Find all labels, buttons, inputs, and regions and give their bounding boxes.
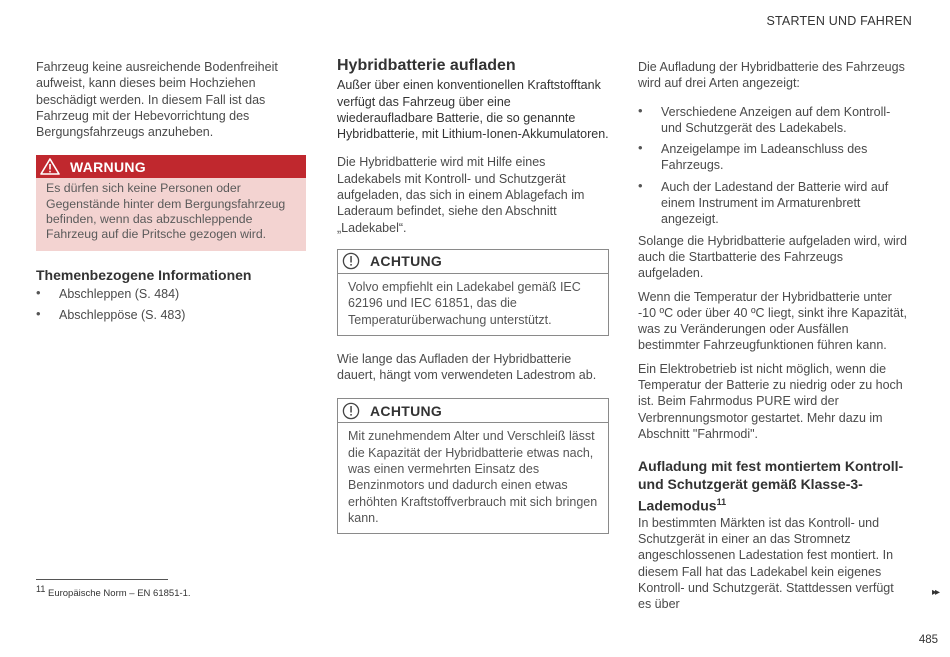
body-paragraph: Wie lange das Aufladen der Hybridbatterie dauert, hängt vom verwendeten Ladestrom ab. (337, 351, 597, 383)
info-circle-icon (342, 402, 360, 420)
warning-title: WARNUNG (70, 158, 146, 175)
list-item: • Auch der Ladestand der Batterie wird auf einem Instrument im Armaturenbrett angezeigt. (638, 179, 910, 228)
note-title: ACHTUNG (370, 402, 443, 419)
body-paragraph: Die Aufladung der Hybridbatterie des Fahrzeugs wird auf drei Arten angezeigt: (638, 60, 905, 91)
related-info-list (36, 286, 306, 324)
section-title: Hybridbatterie aufladen (337, 57, 516, 74)
list-item: • Verschiedene Anzeigen auf dem Kontroll- und Schutzgerät des Ladekabels. (638, 104, 910, 137)
footnote-divider (36, 579, 168, 580)
body-paragraph: In bestimmten Märkten ist das Kontroll- und Schutzgerät in einer an das Stromnetz angeschlossenen Ladestation fest montiert. In diesem Fall hat das Ladekabel kein eigenes Kontroll- und Schutzgerät. Stattdessen verfügt es über (638, 515, 894, 612)
column-left (36, 59, 306, 329)
note-text: Mit zunehmendem Alter und Verschleiß lässt die Kapazität der Hybridbatterie etwas nach, was einen vermehrten Einsatz des Benzinmotors und dadurch einen etwas erhöhten Kraftstoffverbrauch mit sich bringen kann. (348, 429, 598, 525)
note-box (337, 398, 609, 534)
warning-triangle-icon (40, 158, 60, 175)
column-right (638, 59, 910, 620)
body-paragraph: Wenn die Temperatur der Hybridbatterie unter -10 ºC oder über 40 ºC liegt, sinkt ihre Kapazität, was zu Veränderungen oder Ausfällen bestimmter Fahrzeugfunktionen führen kann. (638, 289, 907, 353)
footnote-ref[interactable]: 11 (716, 497, 727, 508)
running-header: STARTEN UND FAHREN (766, 14, 912, 28)
body-paragraph: Fahrzeug keine ausreichende Bodenfreiheit aufweist, kann dieses beim Hochziehen beschädigt werden. In diesem Fall ist das Fahrzeug mit der Hebevorrichtung des Bergungsfahrzeugs anzuheben. (36, 60, 278, 140)
note-header (338, 399, 608, 423)
note-box (337, 249, 609, 336)
related-link-abschleppen[interactable]: • Abschleppen (S. 484) (36, 286, 306, 302)
intro-paragraph: Außer über einen konventionellen Kraftstofftank verfügt das Fahrzeug über eine wiederaufladbare Batterie, die so genannte Hybridbatterie, mit Lithium-Ionen-Akkumulatoren. (337, 78, 609, 142)
info-circle-icon (342, 252, 360, 270)
subheading-text: Aufladung mit fest montiertem Kontroll- und Schutzgerät gemäß Klasse-3-Lademodus (638, 458, 904, 514)
warning-box (36, 155, 306, 250)
warning-text: Es dürfen sich keine Personen oder Gegenstände hinter dem Bergungsfahrzeug befinden, wenn das abzuschleppende Fahrzeug auf die Pritsche gezogen wird. (36, 178, 306, 250)
related-info-heading: Themenbezogene Informationen (36, 266, 252, 283)
column-middle (337, 59, 609, 549)
footnote-text: Europäische Norm – EN 61851-1. (47, 588, 191, 600)
warning-header (36, 155, 306, 178)
note-text: Volvo empfiehlt ein Ladekabel gemäß IEC 62196 und IEC 61851, das die Temperaturüberwachung unterstützt. (348, 279, 581, 327)
related-link-abschleppoese[interactable]: • Abschleppöse (S. 483) (36, 307, 306, 323)
subheading (638, 457, 910, 515)
page-number: 485 (918, 634, 938, 646)
note-header (338, 250, 608, 274)
indicator-list (638, 104, 910, 228)
body-paragraph: Ein Elektrobetrieb ist nicht möglich, wenn die Temperatur der Batterie zu niedrig oder zu hoch ist. Beim Fahrmodus PURE wird der Verbrennungsmotor gestartet. Mehr dazu im Abschnitt "Fahrmodi". (638, 361, 903, 441)
next-page-arrows-icon[interactable]: ▸▸ (931, 587, 938, 598)
footnote-number: 11 (36, 584, 46, 594)
list-item: • Anzeigelampe im Ladeanschluss des Fahrzeugs. (638, 141, 910, 174)
body-paragraph: Die Hybridbatterie wird mit Hilfe eines Ladekabels mit Kontroll- und Schutzgerät aufgeladen, das sich in einem Ablagefach im Laderaum befindet, siehe den Abschnitt „Ladekabel“. (337, 155, 585, 235)
note-title: ACHTUNG (370, 253, 443, 270)
body-paragraph: Solange die Hybridbatterie aufgeladen wird, wird auch die Startbatterie des Fahrzeugs aufgeladen. (638, 233, 907, 281)
footnote (36, 584, 191, 599)
